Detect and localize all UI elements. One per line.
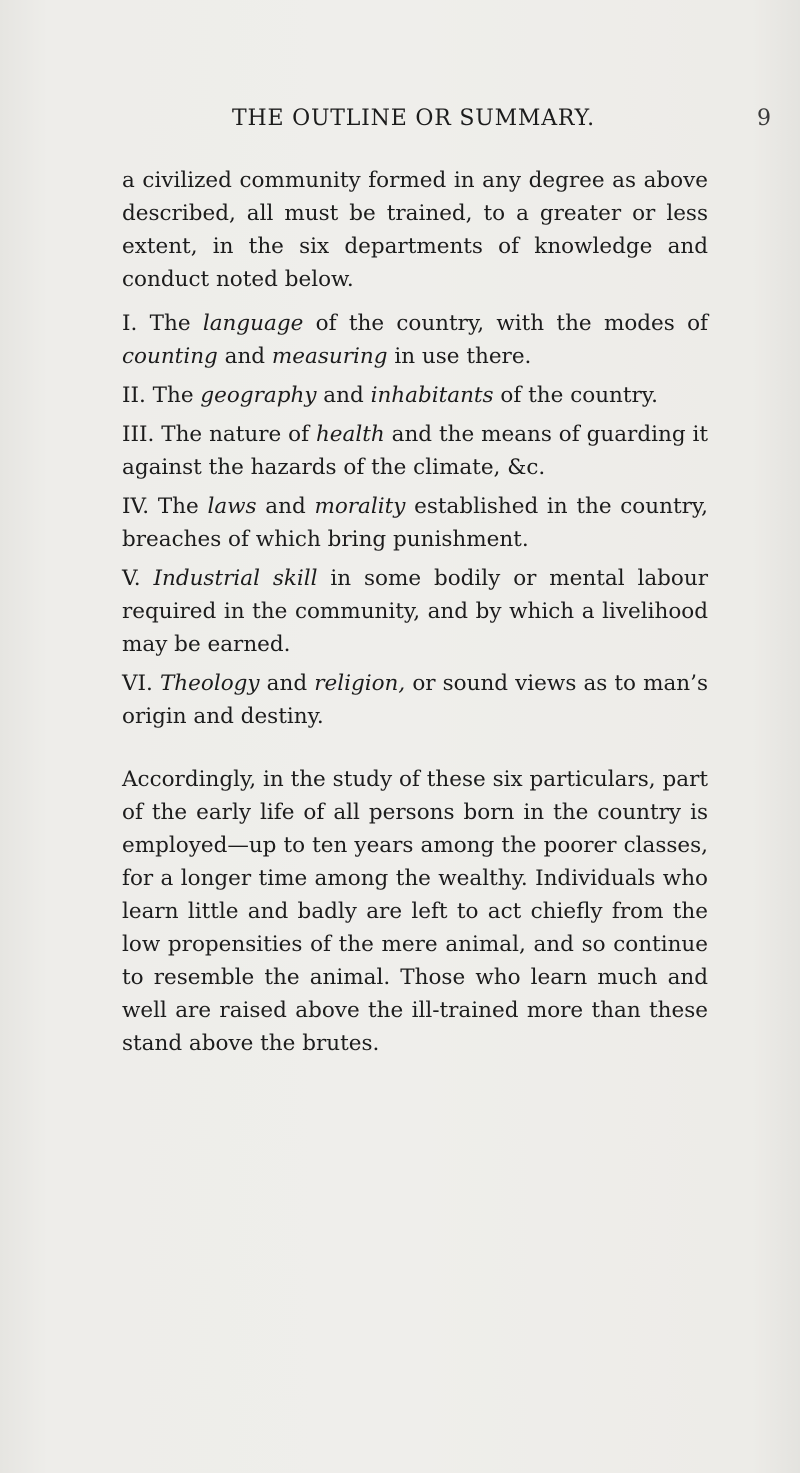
item-emphasis: laws [207,494,257,519]
closing-paragraph: Accordingly, in the study of these six particulars, part of the early life of all persons born in the country is employed—up to ten years among the poorer classes, for a longer time among the wealthy. Individuals who learn little and badly are left to act chiefly from the low propensities of the mere animal, and so continue to resemble the animal. Those who learn much and well are raised above the ill-trained more than these stand above the brutes. [122,767,708,1056]
item-numeral: III. [122,422,155,447]
item-emphasis: counting [122,344,218,369]
item-text: of the country. [493,383,658,408]
item-emphasis: religion, [314,671,406,696]
list-item-6 [122,667,708,733]
item-text: The [149,311,203,336]
item-text: and [217,344,272,369]
page-number: 9 [757,106,771,131]
item-emphasis: language [202,311,304,336]
item-numeral: II. [122,383,146,408]
item-text: The [152,383,201,408]
item-numeral: VI. [122,671,153,696]
list-item-3 [122,418,708,484]
item-text: in use there. [387,344,532,369]
list-item-4 [122,490,708,556]
item-text: established in the country, breaches of which bring punishment. [122,494,708,552]
item-emphasis: measuring [271,344,388,369]
item-text: The nature of [161,422,316,447]
body-text [122,164,708,1060]
item-emphasis: Industrial skill [153,566,318,591]
intro-paragraph: a civilized community formed in any degree as above described, all must be trained, to a greater or less extent, in the six departments of knowledge and conduct noted below. [122,168,708,292]
item-text: and [259,671,315,696]
list-item-1 [122,307,708,373]
item-numeral: V. [122,566,141,591]
page-header [0,106,800,136]
item-emphasis: geography [200,383,317,408]
running-title: THE OUTLINE OR SUMMARY. [232,106,595,131]
item-emphasis: morality [314,494,406,519]
item-text: of the country, with the modes of [303,311,709,336]
item-text: The [157,494,208,519]
item-emphasis: health [315,422,385,447]
item-emphasis: Theology [159,671,260,696]
item-emphasis: inhabitants [370,383,494,408]
item-text: and [316,383,371,408]
item-text: and [256,494,315,519]
list-item-2 [122,379,708,412]
item-text: in some bodily or mental labour required in the community, and by which a livelihood may be earned. [122,566,708,657]
item-numeral: I. [122,311,138,336]
item-text: and the means of guarding it against the hazards of the climate, &c. [122,422,709,480]
item-text: or sound views as to man’s origin and destiny. [122,671,708,729]
list-item-5 [122,562,708,661]
item-numeral: IV. [122,494,150,519]
